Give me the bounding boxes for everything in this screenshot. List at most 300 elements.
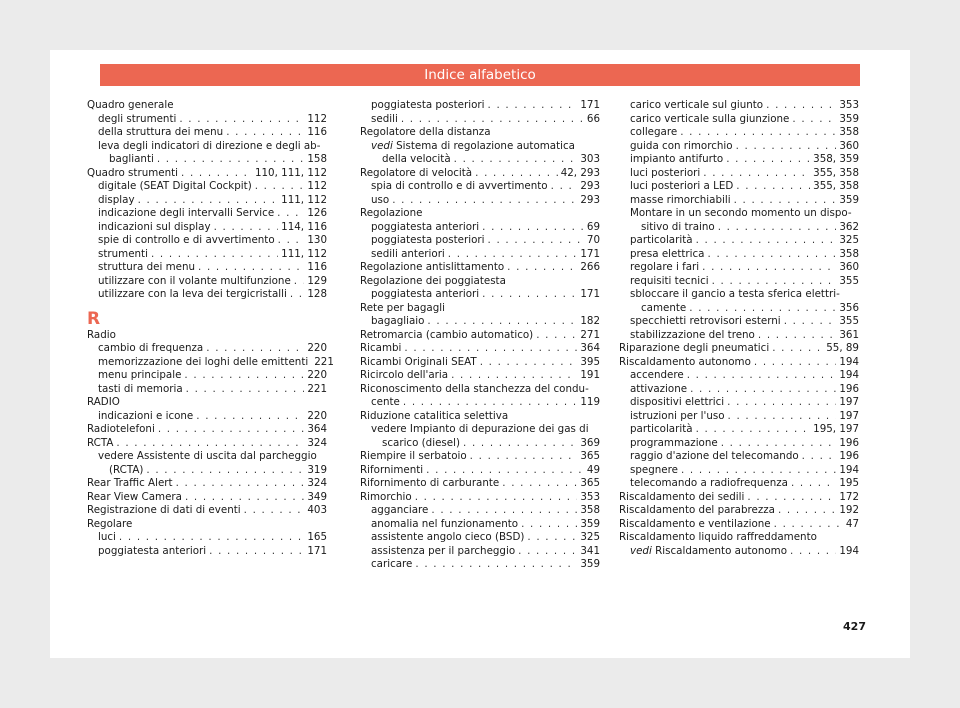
index-entry	[619, 315, 859, 329]
entry-term	[371, 531, 524, 545]
dot-leader	[681, 464, 836, 478]
term-text: baglianti	[109, 153, 154, 165]
index-heading	[360, 207, 600, 221]
page-reference: 196	[839, 382, 859, 395]
dot-leader	[778, 504, 836, 518]
index-heading	[360, 423, 600, 437]
page-reference: 192	[839, 504, 859, 516]
page-reference: 116	[307, 261, 327, 273]
term-text: Rimorchio	[360, 490, 412, 503]
dot-leader	[119, 531, 304, 545]
dot-leader	[214, 221, 279, 235]
index-entry	[619, 342, 859, 356]
index-heading	[360, 383, 600, 397]
index-entry	[360, 450, 600, 464]
index-entry	[87, 531, 327, 545]
entry-term	[630, 450, 799, 464]
dot-leader	[415, 491, 578, 505]
entry-term	[98, 545, 206, 559]
term-text: indicazioni e icone	[98, 409, 194, 422]
term-text: Quadro strumenti	[87, 166, 179, 179]
dot-leader	[186, 383, 305, 397]
page-reference: 197	[839, 409, 859, 422]
dot-leader	[116, 437, 304, 451]
dot-leader	[470, 450, 578, 464]
page-reference: 182	[580, 315, 600, 327]
term-text: requisiti tecnici	[630, 274, 709, 287]
index-entry	[619, 518, 859, 532]
entry-term	[382, 437, 460, 451]
index-entry	[87, 355, 334, 370]
term-text: scarico (diesel)	[382, 436, 460, 449]
index-entry	[87, 504, 327, 518]
entry-term	[98, 275, 291, 289]
index-entry	[87, 261, 327, 275]
term-text: collegare	[630, 126, 678, 138]
entry-term	[371, 315, 424, 329]
index-entry	[619, 396, 859, 410]
entry-term	[630, 410, 725, 424]
dot-leader	[290, 288, 305, 302]
index-entry	[87, 423, 327, 437]
term-text: regolare i fari	[630, 261, 700, 273]
term-text: Regolatore di velocità	[360, 166, 473, 179]
entry-term	[630, 315, 781, 329]
page-reference: 194	[839, 544, 859, 557]
dot-leader	[772, 342, 823, 356]
dot-leader	[488, 234, 584, 248]
page-reference: 365	[580, 477, 600, 489]
dot-leader	[736, 140, 837, 154]
entry-term	[98, 221, 211, 235]
term-text: strumenti	[98, 247, 148, 260]
page-reference: 47	[845, 517, 859, 530]
dot-leader	[157, 153, 305, 167]
index-entry	[619, 423, 859, 437]
page-reference: 112	[307, 180, 327, 192]
index-entry	[360, 153, 600, 167]
index-entry	[619, 410, 859, 424]
index-entry	[360, 180, 600, 194]
entry-term	[371, 99, 485, 113]
term-text: poggiatesta posteriori	[371, 234, 485, 246]
entry-term	[98, 410, 193, 424]
index-entry	[87, 153, 327, 167]
dot-leader	[734, 194, 837, 208]
term-text: anomalia nel funzionamento	[371, 517, 519, 530]
term-text: assistente angolo cieco (BSD)	[371, 531, 525, 543]
term-text: cambio di frequenza	[98, 342, 204, 354]
term-text: poggiatesta anteriori	[371, 288, 480, 300]
page-reference: 358	[839, 247, 859, 260]
dot-leader	[527, 531, 577, 545]
page-number: 427	[843, 620, 866, 633]
term-text: Rear Traffic Alert	[87, 477, 173, 489]
dot-leader	[294, 275, 305, 289]
term-text: digitale (SEAT Digital Cockpit)	[98, 180, 252, 192]
term-text: Riscaldamento e ventilazione	[619, 517, 771, 530]
page-reference: 70	[586, 234, 600, 246]
dot-leader	[690, 383, 836, 397]
index-entry	[87, 275, 327, 289]
index-entry	[360, 288, 600, 302]
dot-leader	[689, 302, 836, 316]
page-reference: 171	[580, 288, 600, 300]
dot-leader	[790, 545, 836, 559]
entry-term	[371, 180, 548, 194]
entry-term	[98, 531, 116, 545]
index-entry	[360, 518, 600, 532]
entry-term	[371, 248, 445, 262]
page-reference: 194	[839, 463, 859, 476]
index-entry	[619, 383, 859, 397]
entry-term	[619, 491, 744, 505]
term-text: RCTA	[87, 436, 114, 449]
term-text: sedili anteriori	[371, 247, 445, 260]
dot-leader	[278, 234, 305, 248]
page-reference: 303	[580, 153, 600, 165]
term-text: sitivo di traino	[641, 220, 715, 233]
heading-text: Quadro generale	[87, 99, 174, 111]
index-entry	[360, 464, 600, 478]
dot-leader	[703, 167, 810, 181]
dot-leader	[488, 99, 578, 113]
page-reference: 356	[839, 301, 859, 314]
entry-term	[87, 491, 182, 505]
term-text: Radiotelefoni	[87, 423, 155, 435]
term-text: menu principale	[98, 369, 182, 381]
entry-term	[630, 248, 705, 262]
dot-leader	[209, 545, 304, 559]
entry-term	[619, 504, 775, 518]
term-text: poggiatesta posteriori	[371, 99, 485, 111]
page-reference: 355	[839, 315, 859, 327]
index-entry	[619, 113, 859, 127]
term-text: della struttura dei menu	[98, 126, 224, 138]
page-reference: 55, 89	[826, 342, 859, 354]
dot-leader	[451, 369, 577, 383]
page-reference: 194	[839, 369, 859, 381]
dot-leader	[401, 113, 584, 127]
heading-text: Montare in un secondo momento un dispo-	[630, 207, 852, 219]
entry-term	[371, 288, 479, 302]
term-text: carico verticale sul giunto	[630, 99, 764, 111]
dot-leader	[404, 342, 577, 356]
page-reference: 355, 358	[813, 166, 859, 179]
entry-term	[371, 558, 412, 572]
term-text: Riscaldamento dei sedili	[619, 490, 745, 503]
term-text: istruzioni per l'uso	[630, 409, 725, 422]
term-text: spia di controllo e di avvertimento	[371, 180, 548, 192]
page-reference: 293	[580, 193, 600, 206]
heading-text: Riscaldamento liquido raffreddamento	[619, 531, 817, 543]
term-text: poggiatesta anteriori	[371, 220, 480, 233]
term-text: stabilizzazione del treno	[630, 328, 755, 341]
dot-leader	[696, 234, 837, 248]
dot-leader	[702, 261, 836, 275]
entry-term	[360, 464, 423, 478]
index-entry	[360, 531, 600, 545]
entry-term	[87, 477, 173, 491]
term-text: luci posteriori	[630, 166, 701, 179]
term-text: Ricircolo dell'aria	[360, 369, 449, 381]
dot-leader	[185, 491, 304, 505]
index-entry	[360, 356, 600, 370]
page-reference: 364	[580, 342, 600, 354]
page-reference: 293	[580, 180, 600, 192]
entry-term	[630, 464, 678, 478]
page-reference: 195, 197	[813, 423, 859, 435]
entry-term	[360, 342, 401, 356]
index-entry	[619, 221, 859, 235]
term-text: indicazioni sul display	[98, 220, 211, 233]
page-reference: 221	[314, 355, 334, 368]
index-heading	[360, 126, 600, 140]
index-entry	[619, 126, 859, 140]
entry-term	[630, 545, 787, 559]
index-entry	[619, 275, 859, 289]
entry-term	[360, 329, 533, 343]
term-text: accendere	[630, 369, 684, 381]
entry-term	[619, 342, 769, 356]
term-text: struttura dei menu	[98, 261, 196, 273]
dot-leader	[784, 315, 837, 329]
heading-text: Regolazione	[360, 207, 423, 219]
page-reference: 324	[307, 436, 327, 449]
index-entry	[360, 194, 600, 208]
entry-term	[87, 437, 113, 451]
entry-term	[360, 477, 499, 491]
index-entry	[360, 99, 600, 113]
page-reference: 325	[839, 234, 859, 246]
heading-text: vedere Impianto di depurazione dei gas di	[371, 423, 589, 435]
term-text: Rear View Camera	[87, 490, 182, 503]
page-reference: 128	[307, 288, 327, 300]
entry-term	[630, 369, 684, 383]
entry-term	[630, 275, 709, 289]
heading-text: Riconoscimento della stanchezza del condu-	[360, 382, 589, 395]
heading-text: Regolare	[87, 517, 133, 530]
dot-leader	[507, 261, 577, 275]
page-reference: 395	[580, 355, 600, 368]
page-reference: 220	[307, 342, 327, 354]
entry-term	[630, 180, 733, 194]
dot-leader	[244, 504, 305, 518]
index-entry	[360, 329, 600, 343]
index-entry	[619, 369, 859, 383]
page-reference: 221	[307, 382, 327, 395]
index-entry	[619, 99, 859, 113]
dot-leader	[184, 369, 304, 383]
entry-term	[98, 356, 308, 370]
page-reference: 196	[839, 436, 859, 449]
index-heading	[87, 396, 327, 410]
term-text: poggiatesta anteriori	[98, 544, 207, 557]
index-heading	[360, 302, 600, 316]
page-reference: 369	[580, 436, 600, 449]
term-text: utilizzare con la leva dei tergicristalli	[98, 288, 287, 300]
entry-term	[360, 450, 467, 464]
entry-term	[98, 369, 181, 383]
dot-leader	[708, 248, 837, 262]
term-text: attivazione	[630, 382, 688, 395]
page-reference: 111, 112	[281, 193, 327, 206]
dot-leader	[712, 275, 837, 289]
term-text: caricare	[371, 558, 413, 570]
page-reference: 165	[307, 531, 327, 543]
entry-term	[98, 342, 203, 356]
dot-leader	[792, 113, 836, 127]
page-reference: 341	[580, 544, 600, 557]
index-entry	[619, 491, 859, 505]
index-heading	[360, 275, 600, 289]
index-entry	[619, 545, 859, 559]
index-column-3	[619, 99, 859, 558]
index-heading	[619, 288, 859, 302]
dot-leader	[551, 180, 578, 194]
index-entry	[360, 315, 600, 329]
index-heading	[87, 329, 327, 343]
index-entry	[360, 477, 600, 491]
page-reference: 359	[839, 193, 859, 206]
index-entry	[619, 302, 859, 316]
page-reference: 112	[307, 112, 327, 125]
dot-leader	[680, 126, 836, 140]
index-entry	[619, 248, 859, 262]
entry-term	[630, 126, 677, 140]
page-reference: 197	[839, 396, 859, 408]
term-text: cente	[371, 396, 400, 408]
page-reference: 360	[839, 139, 859, 152]
page-reference: 119	[580, 396, 600, 408]
index-heading	[619, 207, 859, 221]
page-reference: 358	[580, 504, 600, 516]
heading-text: Radio	[87, 328, 116, 341]
dot-leader	[415, 558, 577, 572]
page-reference: 362	[839, 220, 859, 233]
index-column-2	[360, 99, 600, 572]
term-text: Rifornimenti	[360, 463, 424, 476]
page-reference: 365	[580, 450, 600, 462]
entry-term	[630, 329, 755, 343]
index-entry	[87, 369, 327, 383]
entry-term	[641, 302, 686, 316]
entry-term	[98, 113, 176, 127]
index-entry	[619, 261, 859, 275]
index-entry	[87, 180, 327, 194]
index-entry	[619, 356, 859, 370]
entry-term	[630, 437, 718, 451]
dot-leader	[475, 167, 558, 181]
page-reference: 49	[586, 463, 600, 476]
index-entry	[619, 234, 859, 248]
index-entry	[360, 113, 600, 127]
page-reference: 69	[586, 220, 600, 233]
term-text: spie di controllo e di avvertimento	[98, 234, 275, 246]
entry-term	[630, 261, 699, 275]
term-text: Retromarcia (cambio automatico)	[360, 328, 534, 341]
dot-leader	[392, 194, 577, 208]
page-reference: 194	[839, 355, 859, 368]
term-text: indicazione degli intervalli Service	[98, 207, 275, 219]
dot-leader	[774, 518, 843, 532]
entry-term	[98, 180, 252, 194]
index-entry	[619, 329, 859, 343]
index-entry	[360, 437, 600, 451]
heading-text: Regolazione dei poggiatesta	[360, 274, 506, 287]
page-reference: 126	[307, 207, 327, 219]
term-text: programmazione	[630, 436, 718, 449]
entry-term	[87, 504, 241, 518]
term-text: agganciare	[371, 504, 429, 516]
term-text: spegnere	[630, 463, 678, 476]
dot-leader	[482, 221, 584, 235]
entry-term	[371, 221, 479, 235]
dot-leader	[277, 207, 304, 221]
entry-term	[98, 261, 195, 275]
index-entry	[360, 221, 600, 235]
term-text: tasti di memoria	[98, 382, 183, 395]
index-entry	[87, 464, 327, 478]
term-text: carico verticale sulla giunzione	[630, 112, 790, 125]
entry-term	[630, 153, 723, 167]
heading-text: Riduzione catalitica selettiva	[360, 409, 509, 422]
dot-leader	[696, 423, 811, 437]
page-reference: 42, 293	[560, 166, 600, 179]
entry-term	[371, 545, 515, 559]
term-text: luci posteriori a LED	[630, 180, 734, 192]
index-entry	[619, 504, 859, 518]
index-entry	[360, 396, 600, 410]
page-reference: 171	[580, 247, 600, 260]
index-entry	[87, 207, 327, 221]
page-reference: 266	[580, 261, 600, 273]
page-reference: 361	[839, 328, 859, 341]
entry-term	[619, 518, 771, 532]
dot-leader	[146, 464, 304, 478]
page-reference: 358, 359	[813, 153, 859, 165]
heading-text: Rete per bagagli	[360, 301, 445, 314]
index-entry	[87, 410, 327, 424]
dot-leader	[158, 423, 305, 437]
entry-term	[630, 383, 687, 397]
dot-leader	[766, 99, 836, 113]
entry-term	[630, 194, 731, 208]
index-entry	[87, 221, 327, 235]
index-page	[50, 50, 910, 658]
index-heading	[619, 531, 859, 545]
dot-leader	[687, 369, 837, 383]
page-reference: 364	[307, 423, 327, 435]
entry-term	[87, 167, 178, 181]
page-reference: 349	[307, 490, 327, 503]
index-entry	[360, 369, 600, 383]
index-entry	[87, 383, 327, 397]
entry-term	[360, 261, 504, 275]
term-text: Ricambi	[360, 342, 402, 354]
dot-leader	[448, 248, 578, 262]
page-reference: 359	[580, 558, 600, 570]
dot-leader	[179, 113, 304, 127]
index-heading	[360, 140, 600, 154]
term-text: masse rimorchiabili	[630, 193, 731, 206]
index-heading	[87, 140, 327, 154]
index-entry	[360, 504, 600, 518]
page-reference: 359	[839, 112, 859, 125]
term-text: impianto antifurto	[630, 153, 724, 165]
entry-term	[87, 423, 155, 437]
dot-leader	[463, 437, 577, 451]
